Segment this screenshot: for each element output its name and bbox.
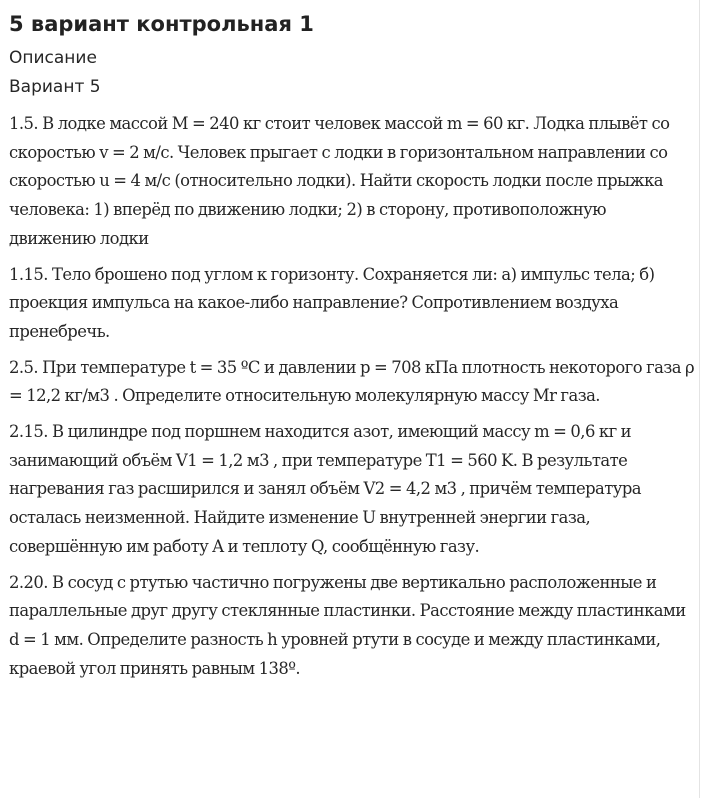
variant-label: Вариант 5 [9,77,101,97]
problem-2-15: 2.15. В цилиндре под поршнем находится азот, имеющий массу m = 0,6 кг и занимающий объём V1 = 1,2 м3 , при температуре T1 = 560 K. В результате нагревания газ расширился и занял объём V2 = 4,2 м3 , причём температура осталась неизменной. Найдите изменение U внутренней энергии газа, совершённую им работу A и теплоту Q, сообщённую газу. [9,422,642,556]
document-title: 5 вариант контрольная 1 [9,12,314,36]
problem-2-20: 2.20. В сосуд с ртутью частично погружены две вертикально расположенные и параллельные друг другу стеклянные пластинки. Расстояние между пластинками d = 1 мм. Определите разность h уровней ртути в сосуде и между пластинками, краевой угол принять равным 138º. [9,572,686,678]
description-label: Описание [9,48,97,68]
problem-1-15: 1.15. Тело брошено под углом к горизонту. Сохраняется ли: а) импульс тела; б) проекция импульса на какое-либо направление? Сопротивлением воздуха пренебречь. [9,264,655,341]
problem-2-5: 2.5. При температуре t = 35 ºC и давлении p = 708 кПа плотность некоторого газа ρ = 12,2 кг/м3 . Определите относительную молекулярную массу Mr газа. [9,357,695,406]
problem-1-5: 1.5. В лодке массой M = 240 кг стоит человек массой m = 60 кг. Лодка плывёт со скоростью v = 2 м/с. Человек прыгает с лодки в горизонтальном направлении со скоростью u = 4 м/с (относительно лодки). Найти скорость лодки после прыжка человека: 1) вперёд по движению лодки; 2) в сторону, противоположную движению лодки [9,114,670,248]
